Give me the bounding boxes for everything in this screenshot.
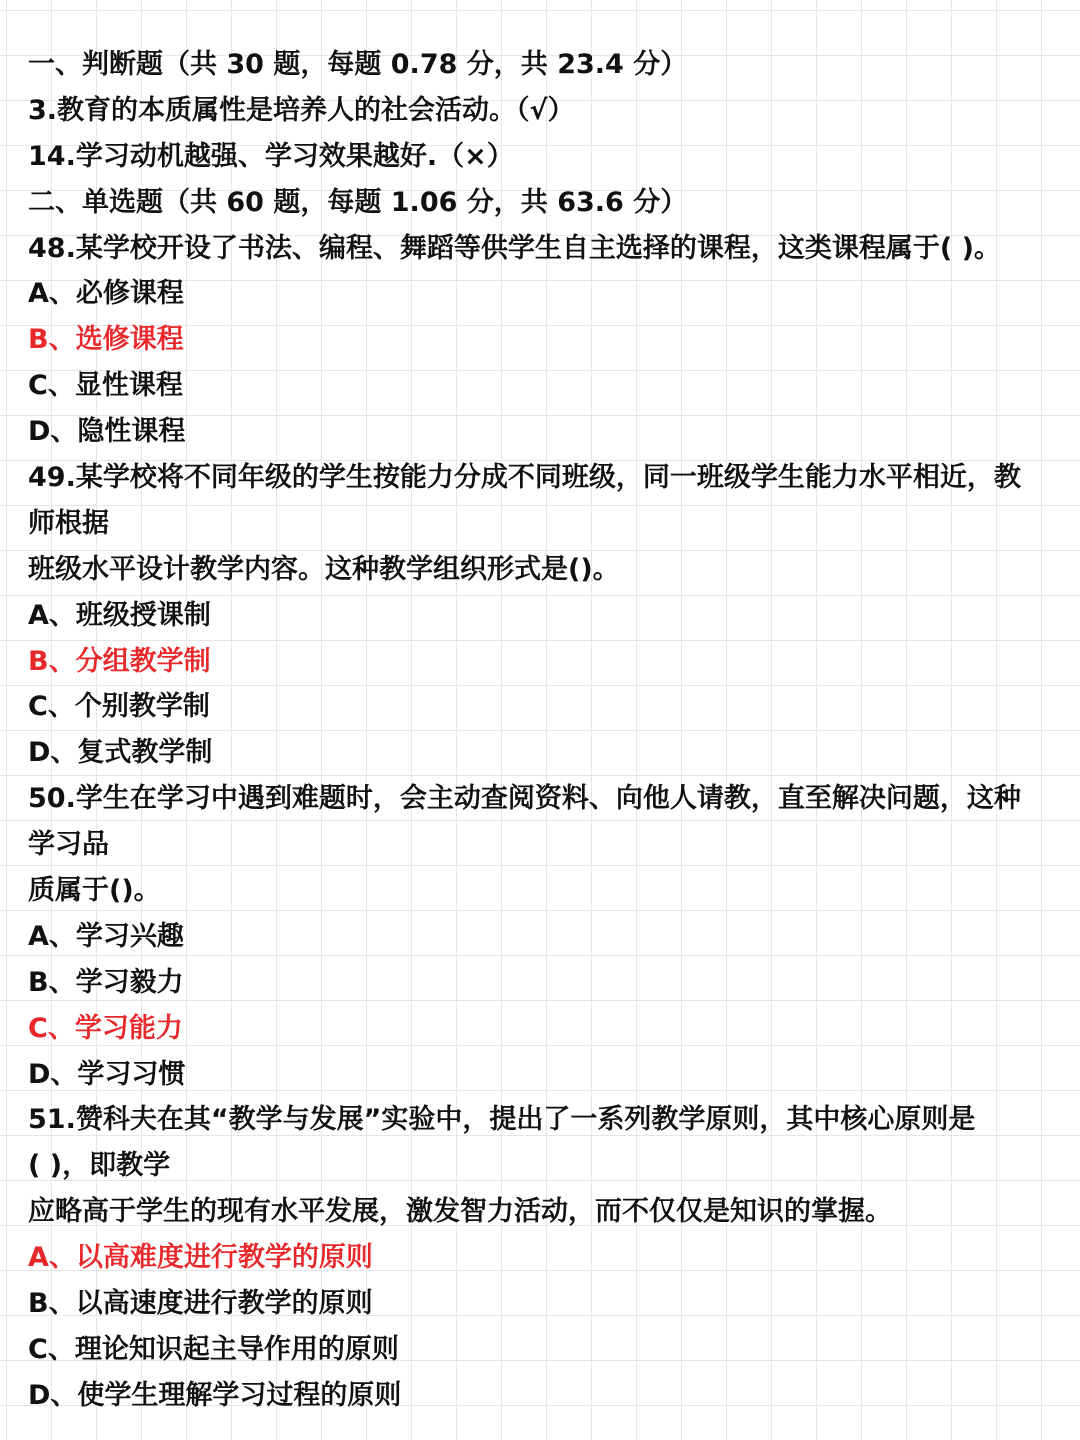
- text-line: 应略高于学生的现有水平发展，激发智力活动，而不仅仅是知识的掌握。: [28, 1196, 892, 1228]
- text-line: D、学习习惯: [28, 1058, 186, 1090]
- text-line: D、使学生理解学习过程的原则: [28, 1379, 402, 1411]
- text-line: C、个别教学制: [28, 691, 210, 723]
- text-line: C、显性课程: [28, 370, 183, 402]
- text-line: 3.教育的本质属性是培养人的社会活动。（√）: [28, 94, 575, 126]
- text-line: D、复式教学制: [28, 737, 213, 769]
- text-line: 班级水平设计教学内容。这种教学组织形式是()。: [28, 553, 620, 585]
- text-line: D、隐性课程: [28, 416, 186, 448]
- text-line: 质属于()。: [28, 875, 161, 907]
- correct-answer-line: A、以高难度进行教学的原则: [28, 1242, 373, 1274]
- text-line: A、班级授课制: [28, 599, 211, 631]
- text-line: A、学习兴趣: [28, 920, 184, 952]
- text-line: 51.赞科夫在其“教学与发展”实验中，提出了一系列教学原则，其中核心原则是: [28, 1104, 976, 1136]
- text-line: ( )，即教学: [28, 1150, 171, 1182]
- text-line: 14.学习动机越强、学习效果越好.（×）: [28, 140, 514, 172]
- text-line: 师根据: [28, 507, 109, 539]
- text-line: 49.某学校将不同年级的学生按能力分成不同班级，同一班级学生能力水平相近，教: [28, 462, 1021, 494]
- text-line: 48.某学校开设了书法、编程、舞蹈等供学生自主选择的课程，这类课程属于( )。: [28, 232, 1001, 264]
- correct-answer-line: C、学习能力: [28, 1012, 183, 1044]
- text-line: B、以高速度进行教学的原则: [28, 1288, 373, 1320]
- text-line: 50.学生在学习中遇到难题时，会主动查阅资料、向他人请教，直至解决问题，这种: [28, 783, 1021, 815]
- text-line: 二、单选题（共 60 题，每题 1.06 分，共 63.6 分）: [28, 186, 688, 218]
- text-line: C、理论知识起主导作用的原则: [28, 1333, 399, 1365]
- correct-answer-line: B、选修课程: [28, 324, 184, 356]
- text-line: 学习品: [28, 829, 109, 861]
- question-list: [28, 42, 1068, 1419]
- text-line: 一、判断题（共 30 题，每题 0.78 分，共 23.4 分）: [28, 49, 688, 80]
- correct-answer-line: B、分组教学制: [28, 645, 211, 677]
- text-line: A、必修课程: [28, 278, 184, 310]
- text-line: B、学习毅力: [28, 966, 184, 998]
